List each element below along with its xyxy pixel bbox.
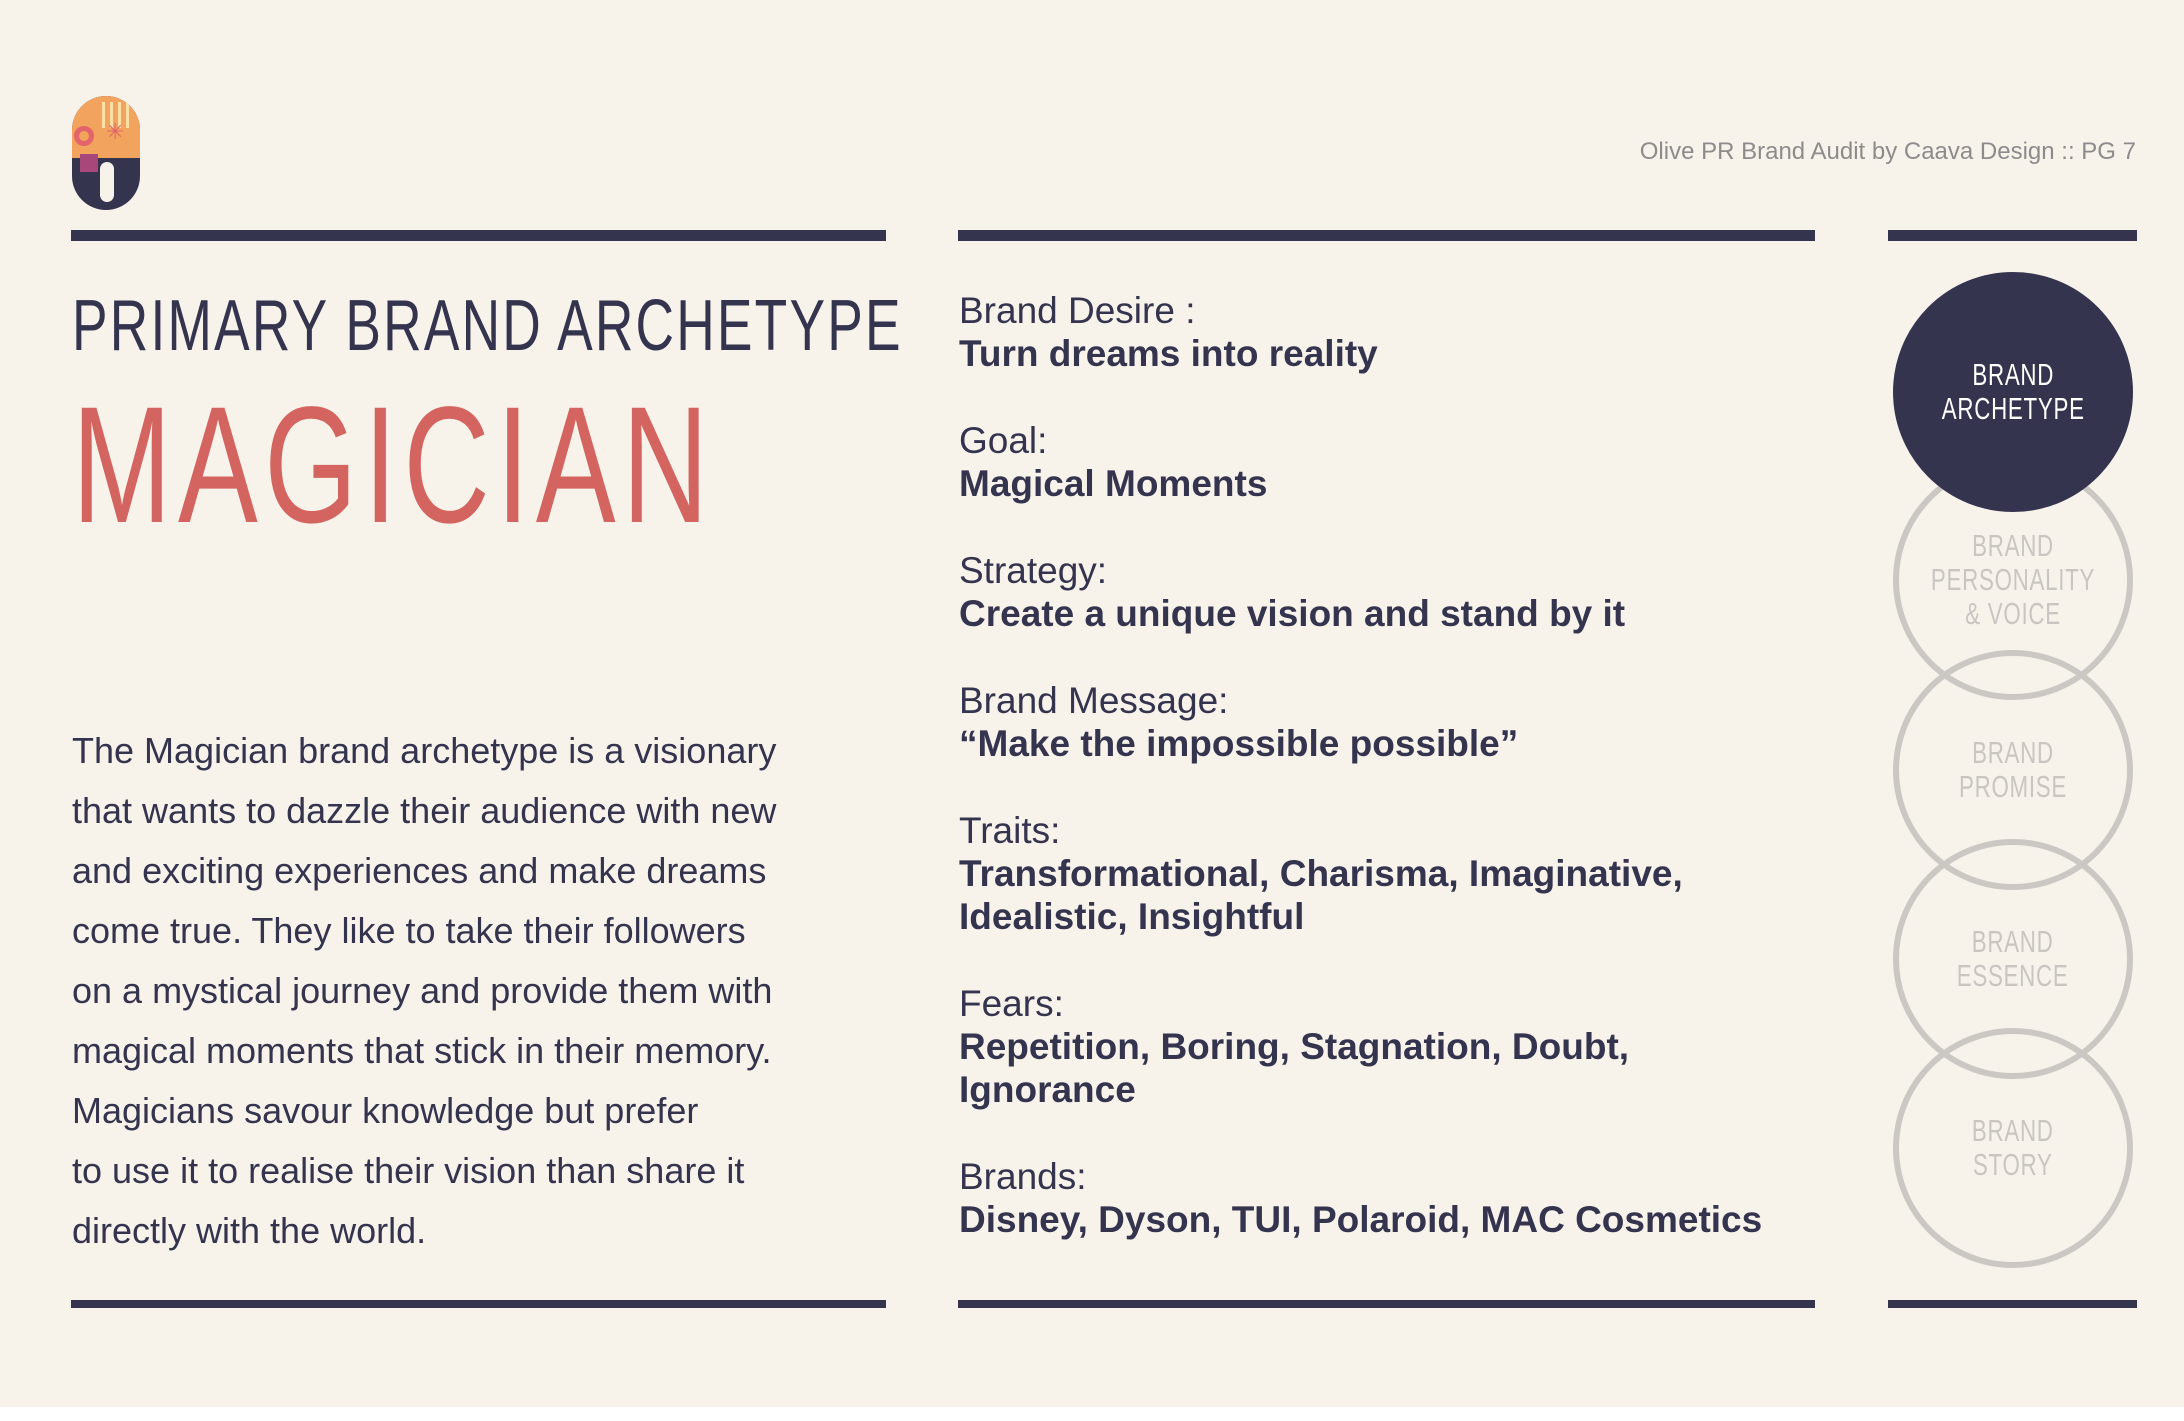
description-line: The Magician brand archetype is a visionary (72, 730, 777, 771)
logo-pattern (72, 96, 140, 158)
nav-label: BRAND ESSENCE (1957, 924, 2069, 993)
description-line: that wants to dazzle their audience with new (72, 790, 777, 831)
left-bottom-rule (71, 1300, 886, 1308)
archetype-description (72, 721, 892, 1261)
logo-star-icon: ✳ (106, 120, 125, 145)
page-subtitle: PRIMARY BRAND ARCHETYPE (72, 286, 903, 366)
logo-grid-icon (80, 154, 98, 172)
nav-brand-story[interactable] (1893, 1028, 2133, 1268)
attribute-value: Idealistic, Insightful (959, 896, 1305, 937)
logo-stripe (102, 102, 105, 128)
attribute-value: Transformational, Charisma, Imaginative, (959, 853, 1683, 894)
middle-bottom-rule (958, 1300, 1815, 1308)
description-line: magical moments that stick in their memory. (72, 1030, 772, 1071)
nav-label: BRAND PERSONALITY & VOICE (1930, 528, 2096, 631)
attribute-brand-desire (959, 290, 1839, 375)
attribute-goal (959, 420, 1839, 505)
attribute-value: Turn dreams into reality (959, 333, 1378, 374)
logo-ring-icon (74, 126, 94, 146)
description-line: to use it to realise their vision than share it (72, 1150, 745, 1191)
description-line: and exciting experiences and make dreams (72, 850, 767, 891)
attribute-label: Strategy: (959, 550, 1108, 591)
attribute-value: Repetition, Boring, Stagnation, Doubt, (959, 1026, 1630, 1067)
attribute-fears (959, 983, 1839, 1111)
attribute-label: Traits: (959, 810, 1061, 851)
right-bottom-rule (1888, 1300, 2137, 1308)
description-line: come true. They like to take their followers (72, 910, 746, 951)
attribute-strategy (959, 550, 1839, 635)
attribute-traits (959, 810, 1839, 938)
attribute-label: Fears: (959, 983, 1064, 1024)
logo-stripe (126, 102, 129, 128)
logo-letter-counter (100, 162, 114, 202)
attribute-value: Disney, Dyson, TUI, Polaroid, MAC Cosmetics (959, 1199, 1763, 1240)
description-line: directly with the world. (72, 1210, 427, 1251)
attribute-value: “Make the impossible possible” (959, 723, 1519, 764)
attribute-label: Brand Desire : (959, 290, 1196, 331)
page-bottom-strip (0, 1407, 2184, 1421)
description-line: on a mystical journey and provide them with (72, 970, 773, 1011)
nav-label: BRAND PROMISE (1959, 735, 2067, 804)
nav-label: BRAND ARCHETYPE (1941, 357, 2085, 426)
attribute-label: Goal: (959, 420, 1048, 461)
page-header-info: Olive PR Brand Audit by Caava Design :: PG 7 (1639, 138, 2136, 165)
left-top-rule (71, 230, 886, 241)
right-top-rule (1888, 230, 2137, 241)
attribute-value: Magical Moments (959, 463, 1268, 504)
description-line: Magicians savour knowledge but prefer (72, 1090, 699, 1131)
attribute-label: Brand Message: (959, 680, 1229, 721)
attribute-value: Ignorance (959, 1069, 1136, 1110)
attribute-brands (959, 1156, 1839, 1241)
nav-brand-archetype[interactable] (1893, 272, 2133, 512)
middle-top-rule (958, 230, 1815, 241)
attribute-brand-message (959, 680, 1839, 765)
section-nav (1888, 270, 2138, 1270)
olive-logo (72, 96, 140, 210)
page-title: MAGICIAN (72, 373, 715, 558)
attribute-value: Create a unique vision and stand by it (959, 593, 1626, 634)
attribute-label: Brands: (959, 1156, 1087, 1197)
nav-label: BRAND STORY (1972, 1113, 2054, 1182)
